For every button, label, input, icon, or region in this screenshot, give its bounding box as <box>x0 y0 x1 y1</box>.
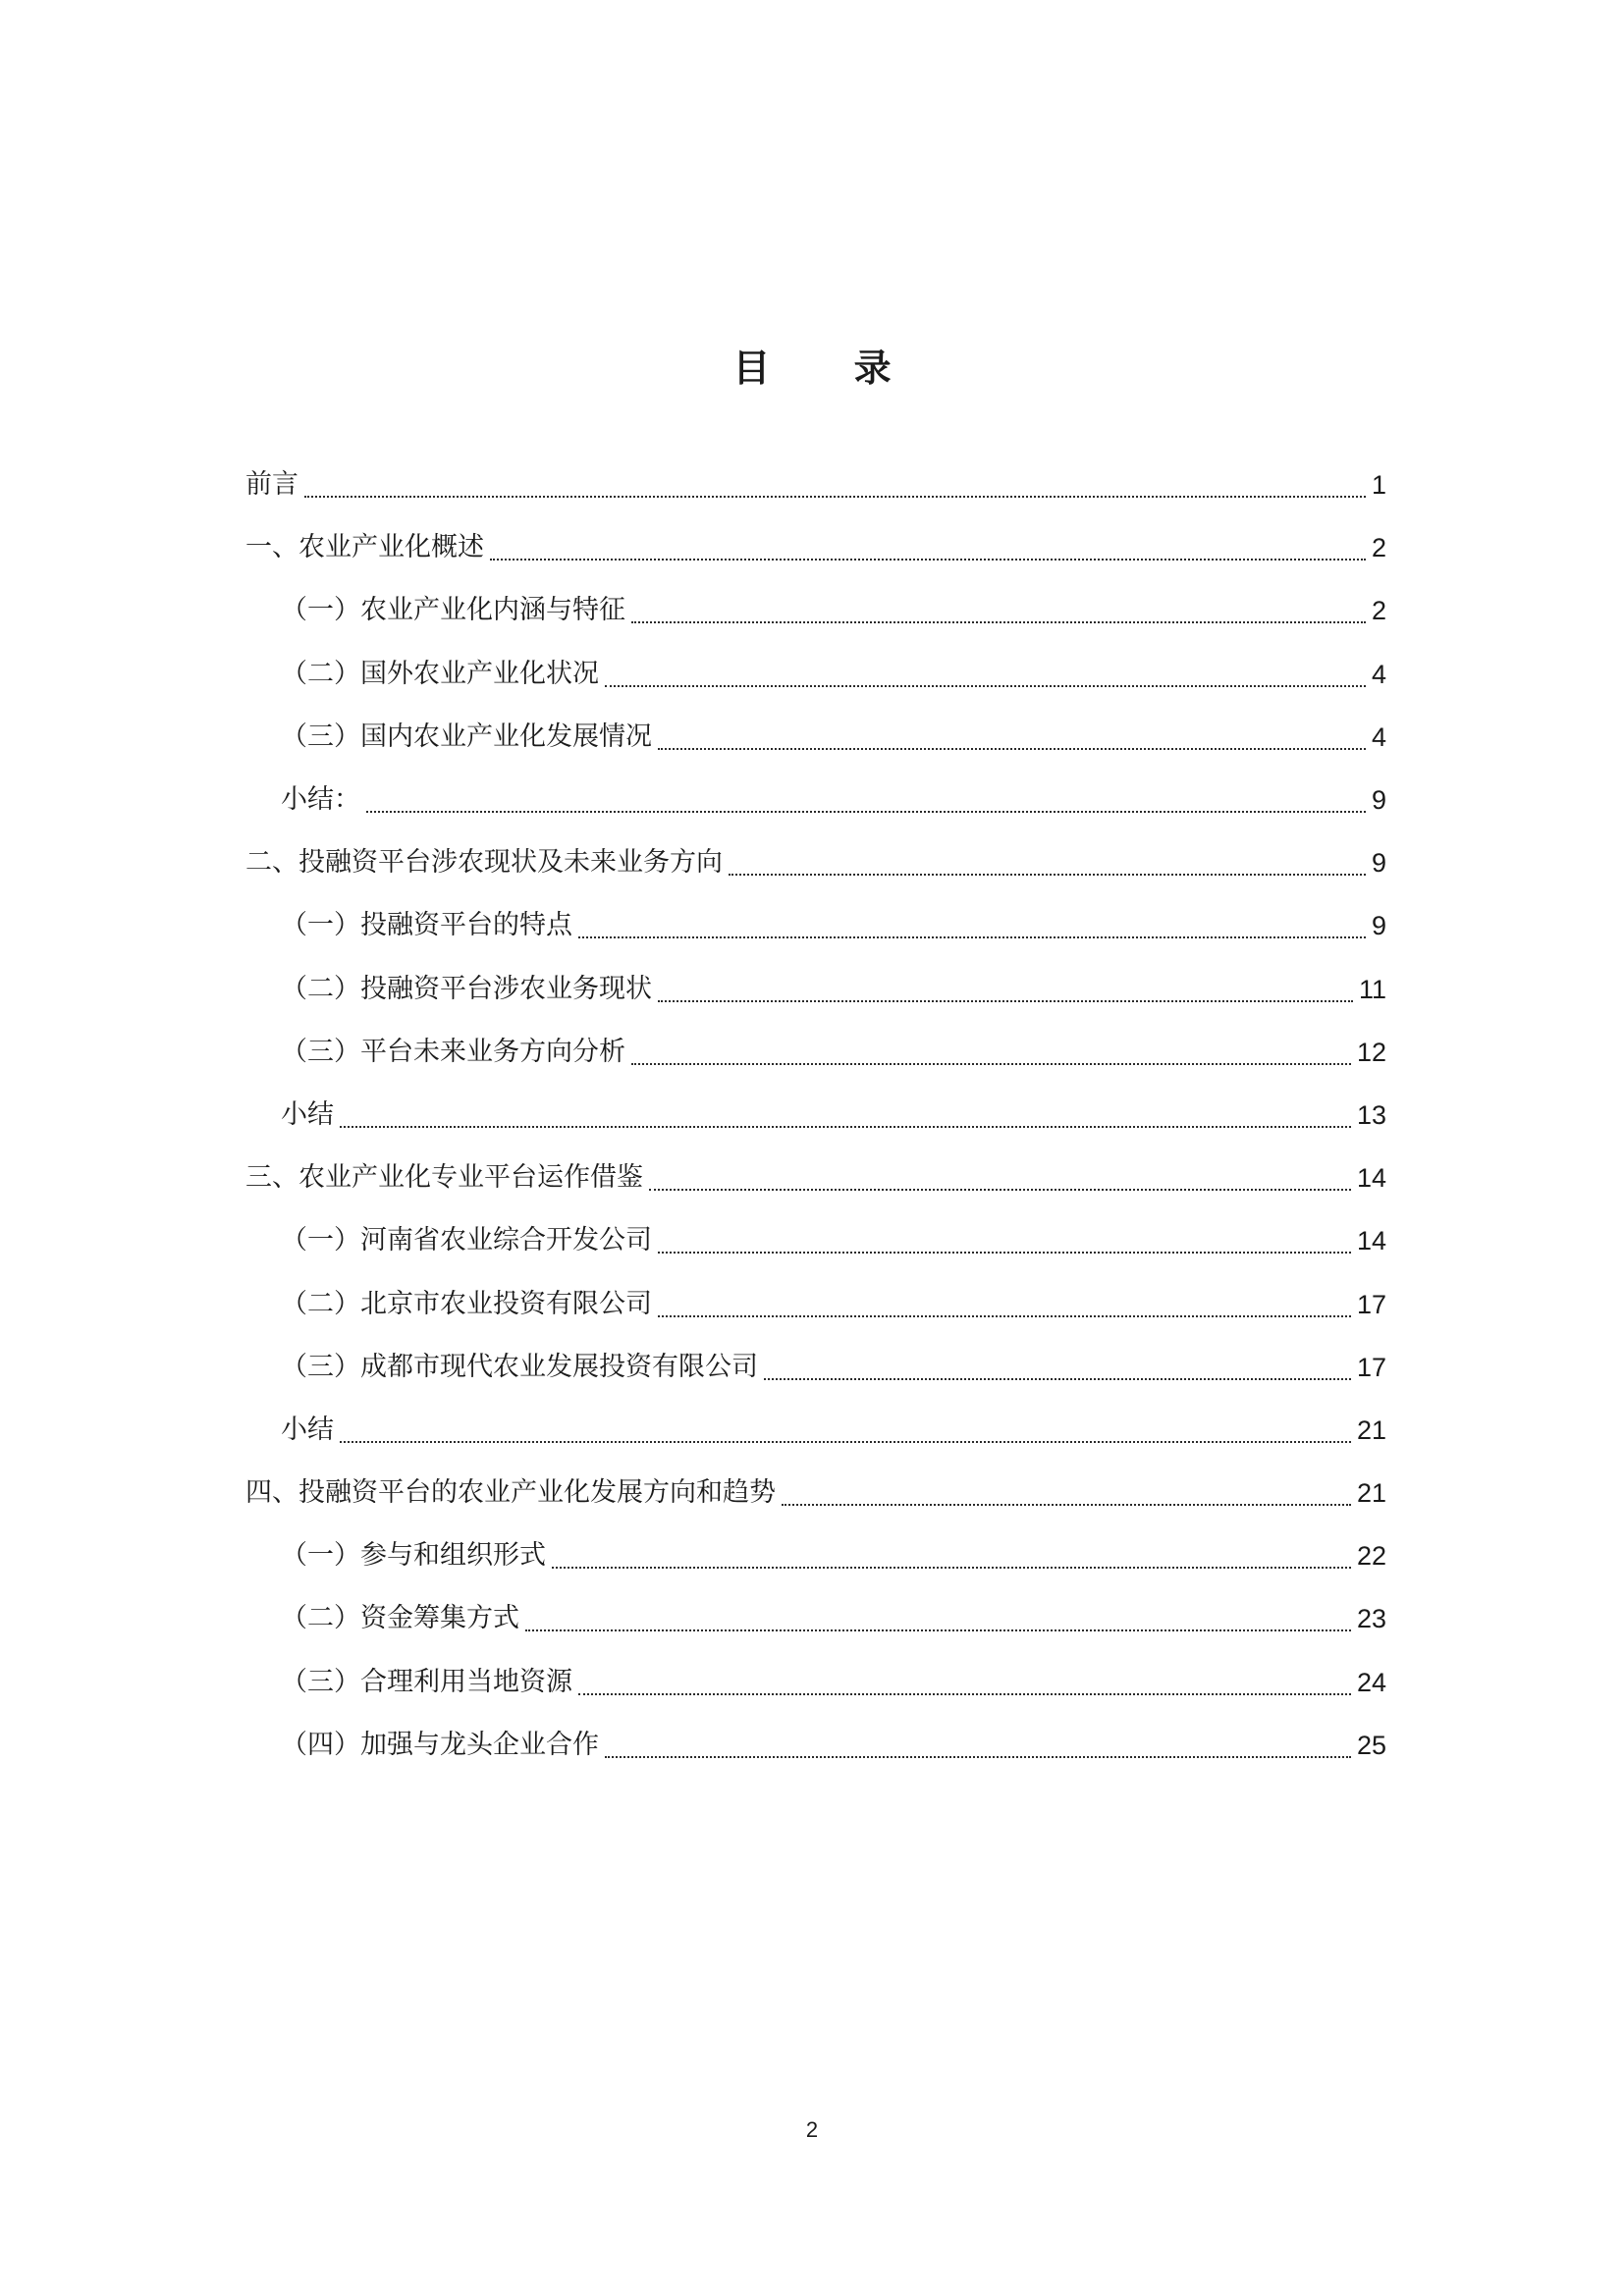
toc-entry[interactable] <box>245 1714 1386 1777</box>
toc-dot-leader <box>631 1063 1351 1065</box>
toc-entry[interactable] <box>245 579 1386 642</box>
toc-entry-label: （四）加强与龙头企业合作 <box>281 1729 599 1760</box>
toc-dot-leader <box>552 1567 1351 1569</box>
toc-dot-leader <box>631 621 1366 623</box>
toc-entry[interactable] <box>245 516 1386 579</box>
toc-dot-leader <box>340 1126 1351 1128</box>
toc-dot-leader <box>578 936 1366 938</box>
toc-entry-page: 25 <box>1356 1730 1386 1760</box>
toc-entry-page: 21 <box>1356 1415 1386 1445</box>
toc-dot-leader <box>340 1441 1351 1443</box>
toc-entry[interactable] <box>245 958 1386 1021</box>
toc-entry-label: （三）平台未来业务方向分析 <box>281 1036 625 1067</box>
toc-dot-leader <box>658 1315 1351 1317</box>
toc-entry-label: （一）农业产业化内涵与特征 <box>281 595 625 626</box>
toc-entry-page: 21 <box>1356 1478 1386 1509</box>
toc-dot-leader <box>490 559 1366 561</box>
toc-entry-label: 小结： <box>281 784 360 816</box>
toc-entry-page: 1 <box>1371 470 1386 501</box>
toc-dot-leader <box>764 1378 1351 1380</box>
toc-dot-leader <box>605 1756 1351 1758</box>
toc-dot-leader <box>658 748 1366 750</box>
toc-entry[interactable] <box>245 1524 1386 1587</box>
toc-entry[interactable] <box>245 454 1386 516</box>
toc-entry[interactable] <box>245 1084 1386 1147</box>
toc-entry-page: 23 <box>1356 1604 1386 1634</box>
toc-dot-leader <box>578 1693 1351 1695</box>
toc-entry-page: 9 <box>1371 785 1386 816</box>
toc-entry-label: 三、农业产业化专业平台运作借鉴 <box>245 1162 643 1194</box>
toc-entry-label: 小结 <box>281 1098 334 1130</box>
toc-entry-page: 11 <box>1358 974 1386 1004</box>
toc-entry[interactable] <box>245 894 1386 957</box>
toc-entry-page: 4 <box>1371 721 1386 752</box>
toc-entry-label: （三）成都市现代农业发展投资有限公司 <box>281 1351 758 1382</box>
toc-dot-leader <box>525 1629 1351 1631</box>
toc-entry-page: 24 <box>1356 1667 1386 1697</box>
toc-entry-label: （三）国内农业产业化发展情况 <box>281 721 652 752</box>
toc-entry[interactable] <box>245 643 1386 706</box>
toc-entry-page: 2 <box>1371 533 1386 563</box>
toc-entry-label: 前言 <box>245 469 298 501</box>
toc-dot-leader <box>782 1504 1351 1506</box>
toc-entry-label: （二）投融资平台涉农业务现状 <box>281 973 652 1004</box>
toc-entry[interactable] <box>245 831 1386 894</box>
toc-entry-label: （二）资金筹集方式 <box>281 1603 519 1634</box>
toc-entry-page: 14 <box>1356 1163 1386 1194</box>
toc-dot-leader <box>658 1252 1351 1254</box>
toc-entry-label: （二）北京市农业投资有限公司 <box>281 1288 652 1319</box>
toc-entry-page: 22 <box>1356 1541 1386 1572</box>
toc-entry[interactable] <box>245 1462 1386 1524</box>
toc-entry[interactable] <box>245 1399 1386 1462</box>
toc-entry[interactable] <box>245 1209 1386 1272</box>
toc-entry-page: 17 <box>1356 1352 1386 1382</box>
toc-dot-leader <box>304 496 1366 498</box>
toc-entry-page: 2 <box>1371 596 1386 626</box>
toc-entry-label: （一）河南省农业综合开发公司 <box>281 1225 652 1256</box>
toc-entry-page: 4 <box>1371 659 1386 689</box>
toc-entry-label: （二）国外农业产业化状况 <box>281 658 599 689</box>
toc-entry-page: 13 <box>1356 1099 1386 1130</box>
toc-entry[interactable] <box>245 1336 1386 1399</box>
toc-dot-leader <box>605 685 1366 687</box>
toc-dot-leader <box>658 1000 1353 1002</box>
toc-entry-label: （一）投融资平台的特点 <box>281 910 572 941</box>
toc-dot-leader <box>649 1189 1351 1191</box>
toc-entry-page: 9 <box>1371 911 1386 941</box>
toc-entry-label: 二、投融资平台涉农现状及未来业务方向 <box>245 847 723 879</box>
toc-entry[interactable] <box>245 1021 1386 1084</box>
page-number: 2 <box>805 2117 819 2142</box>
toc-entry[interactable] <box>245 706 1386 769</box>
toc-entry-label: （三）合理利用当地资源 <box>281 1666 572 1697</box>
toc-entry[interactable] <box>245 1272 1386 1335</box>
toc-dot-leader <box>729 874 1366 876</box>
toc-entry-page: 9 <box>1371 848 1386 879</box>
toc-entry-label: （一）参与和组织形式 <box>281 1540 546 1572</box>
toc-entry-page: 17 <box>1356 1289 1386 1319</box>
page-title: 目 录 <box>732 347 927 390</box>
toc-entry-page: 12 <box>1356 1037 1386 1067</box>
toc-entry-page: 14 <box>1356 1226 1386 1256</box>
toc-entry[interactable] <box>245 1651 1386 1714</box>
toc-entry-label: 四、投融资平台的农业产业化发展方向和趋势 <box>245 1477 776 1509</box>
toc-entry[interactable] <box>245 1147 1386 1209</box>
toc-entry-label: 小结 <box>281 1414 334 1445</box>
toc-entry[interactable] <box>245 1587 1386 1650</box>
toc-entry-label: 一、农业产业化概述 <box>245 532 484 563</box>
table-of-contents <box>245 454 1386 1777</box>
toc-dot-leader <box>366 811 1366 813</box>
toc-entry[interactable] <box>245 769 1386 831</box>
